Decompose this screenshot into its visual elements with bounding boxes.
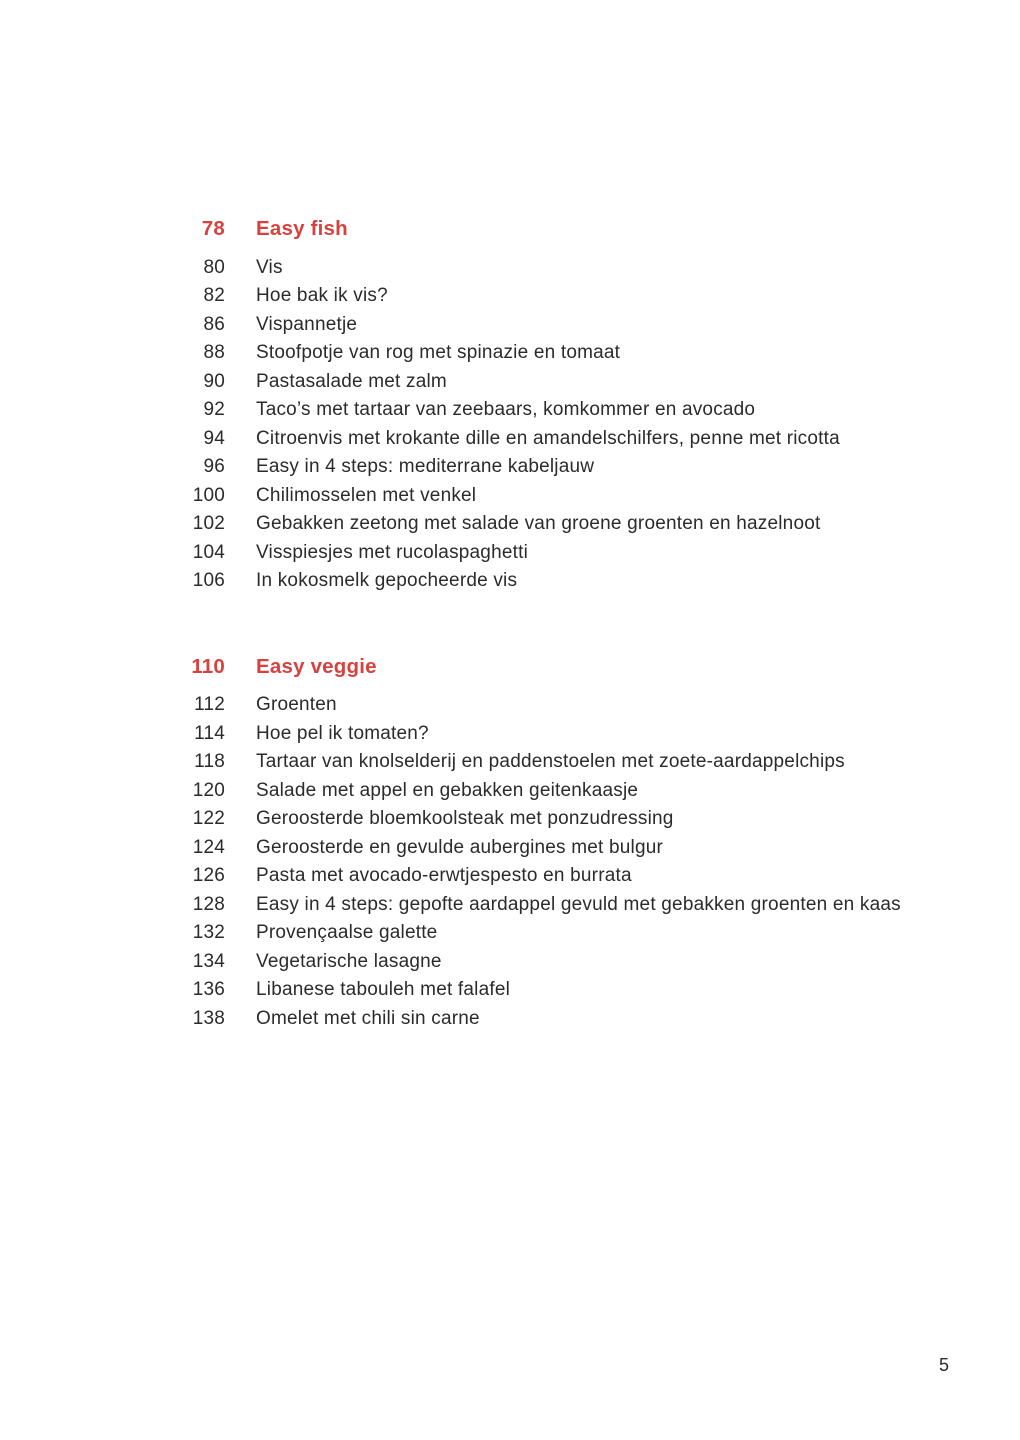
toc-entry <box>165 948 965 977</box>
section-heading <box>165 653 965 682</box>
entry-title: Chilimosselen met venkel <box>256 484 477 506</box>
entry-page-number: 106 <box>192 570 225 591</box>
entry-page-number: 132 <box>192 922 225 943</box>
entry-title: In kokosmelk gepocheerde vis <box>256 570 518 591</box>
entry-title: Citroenvis met krokante dille en amandelschilfers, penne met ricotta <box>256 427 840 449</box>
toc-entry <box>165 482 965 511</box>
entry-page-number: 122 <box>192 808 225 829</box>
entry-title: Omelet met chili sin carne <box>256 1007 480 1029</box>
toc-entry <box>165 539 965 568</box>
entry-page-number: 114 <box>194 722 225 744</box>
toc-entry <box>165 777 965 806</box>
entry-title: Easy in 4 steps: mediterrane kabeljauw <box>256 456 595 477</box>
entry-page-number: 86 <box>203 313 225 335</box>
section-page-number: 110 <box>191 654 225 678</box>
entry-title: Pasta met avocado-erwtjespesto en burrata <box>256 865 632 886</box>
entry-page-number: 120 <box>192 779 225 801</box>
entry-title: Taco’s met tartaar van zeebaars, komkommer en avocado <box>256 399 756 420</box>
toc-entry <box>165 834 965 863</box>
entry-title: Provençaalse galette <box>256 922 438 943</box>
toc-entry <box>165 862 965 891</box>
toc-section <box>165 215 965 596</box>
toc-entry <box>165 720 965 749</box>
toc-entry <box>165 567 965 596</box>
entry-title: Visspiesjes met rucolaspaghetti <box>256 541 528 563</box>
section-title: Easy fish <box>256 217 348 240</box>
entry-page-number: 134 <box>192 950 225 972</box>
toc-entry <box>165 425 965 454</box>
entry-page-number: 96 <box>203 456 225 477</box>
toc-entry <box>165 1005 965 1034</box>
entry-title: Tartaar van knolselderij en paddenstoelen met zoete-aardappelchips <box>256 751 845 772</box>
toc-entry <box>165 919 965 948</box>
entry-page-number: 88 <box>203 342 225 363</box>
entry-page-number: 126 <box>192 865 225 886</box>
toc-entry <box>165 311 965 340</box>
toc-entry <box>165 368 965 397</box>
section-items <box>165 691 965 1033</box>
entry-page-number: 92 <box>203 399 225 420</box>
entry-page-number: 128 <box>192 893 225 915</box>
entry-page-number: 94 <box>203 427 225 449</box>
toc-entry <box>165 976 965 1005</box>
toc-entry <box>165 254 965 283</box>
entry-title: Stoofpotje van rog met spinazie en tomaat <box>256 342 621 363</box>
toc-entry <box>165 691 965 720</box>
entry-title: Hoe pel ik tomaten? <box>256 722 429 744</box>
section-heading <box>165 215 965 244</box>
section-title: Easy veggie <box>256 654 377 678</box>
entry-page-number: 100 <box>192 484 225 506</box>
toc-entry <box>165 748 965 777</box>
toc-entry <box>165 805 965 834</box>
entry-title: Easy in 4 steps: gepofte aardappel gevuld met gebakken groenten en kaas <box>256 893 901 915</box>
entry-title: Vegetarische lasagne <box>256 950 442 972</box>
entry-title: Hoe bak ik vis? <box>256 285 388 306</box>
table-of-contents <box>165 215 965 1033</box>
entry-title: Groenten <box>256 694 337 715</box>
section-page-number: 78 <box>201 217 225 240</box>
page-number: 5 <box>938 1355 949 1375</box>
entry-page-number: 112 <box>194 694 225 715</box>
entry-page-number: 80 <box>203 256 225 278</box>
entry-title: Gebakken zeetong met salade van groene groenten en hazelnoot <box>256 513 821 534</box>
entry-title: Libanese tabouleh met falafel <box>256 979 511 1000</box>
toc-entry <box>165 891 965 920</box>
toc-entry <box>165 396 965 425</box>
entry-title: Geroosterde bloemkoolsteak met ponzudressing <box>256 808 674 829</box>
toc-entry <box>165 339 965 368</box>
toc-entry <box>165 282 965 311</box>
entry-page-number: 82 <box>203 285 225 306</box>
entry-page-number: 136 <box>192 979 225 1000</box>
entry-title: Geroosterde en gevulde aubergines met bulgur <box>256 836 664 858</box>
section-items <box>165 254 965 596</box>
entry-page-number: 104 <box>192 541 225 563</box>
toc-entry <box>165 453 965 482</box>
entry-title: Vispannetje <box>256 313 358 335</box>
entry-title: Pastasalade met zalm <box>256 370 447 392</box>
toc-entry <box>165 510 965 539</box>
entry-page-number: 90 <box>203 370 225 392</box>
entry-page-number: 102 <box>192 513 225 534</box>
toc-section <box>165 653 965 1034</box>
entry-page-number: 124 <box>192 836 225 858</box>
entry-title: Vis <box>256 256 283 278</box>
entry-title: Salade met appel en gebakken geitenkaasje <box>256 779 639 801</box>
entry-page-number: 118 <box>194 751 225 772</box>
entry-page-number: 138 <box>192 1007 225 1029</box>
